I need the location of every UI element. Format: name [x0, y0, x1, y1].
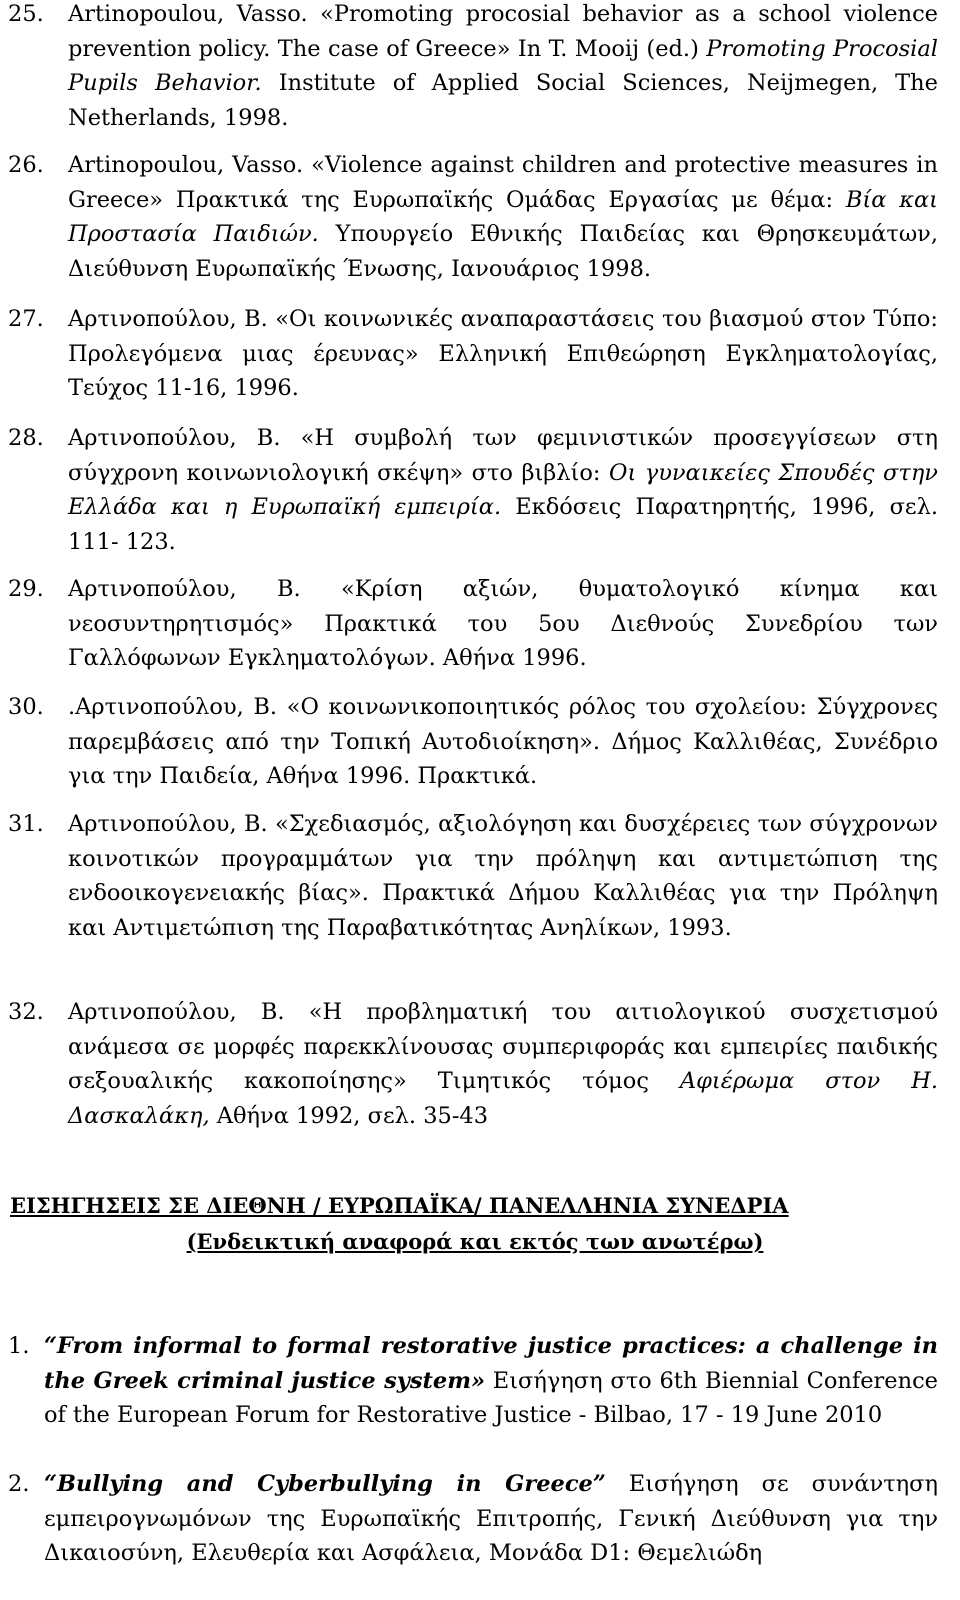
section-subheading: (Ενδεικτική αναφορά και εκτός των ανωτέρω): [186, 1229, 764, 1254]
reference-text: .Αρτινοπούλου, Β. «Ο κοινωνικοποιητικός ρόλος του σχολείου: Σύγχρονες παρεμβάσεις από την Τοπική Αυτοδιοίκηση». Δήμος Καλλιθέας, Συνέδριο για την Παιδεία, Αθήνα 1996. Πρακτικά.: [68, 694, 938, 789]
presentation-1: [8, 1329, 938, 1433]
reference-number: 26.: [8, 152, 44, 178]
reference-text: Artinopoulou, Vasso. «Violence against children and protective measures in Greece» Πρακτικά της Ευρωπαϊκής Ομάδας Εργασίας με θέμα: Βία και Προστασία Παιδιών. Υπουργείο Εθνικής Παιδείας και Θρησκευμάτων, Διεύθυνση Ευρωπαϊκής Ένωσης, Ιανουάριος 1998.: [68, 152, 939, 282]
presentation-text: “Bullying and Cyberbullying in Greece” Εισήγηση σε συνάντηση εμπειρογνωμόνων της Ευρωπαϊκής Επιτροπής, Γενική Διεύθυνση για την Δικαιοσύνη, Ελευθερία και Ασφάλεια, Μονάδα D1: Θεμελιώδη: [44, 1471, 938, 1566]
reference-31: [8, 807, 938, 945]
reference-number: 28.: [8, 425, 44, 451]
presentation-title: “From informal to formal restorative justice practices: a challenge in the Greek criminal justice system»: [44, 1333, 938, 1394]
presentation-text: “From informal to formal restorative justice practices: a challenge in the Greek criminal justice system» Εισήγηση στο 6th Biennial Conference of the European Forum for Restorative Justice - Bilbao, 17 - 19 June 2010: [44, 1333, 938, 1428]
presentation-number: 2.: [8, 1471, 30, 1497]
reference-number: 32.: [8, 999, 44, 1025]
presentation-2: [8, 1467, 938, 1571]
reference-text: Αρτινοπούλου, Β. «Η προβληματική του αιτιολογικού συσχετισμού ανάμεσα σε μορφές παρεκκλίνουσας συμπεριφοράς και εμπειρίες παιδικής σεξουαλικής κακοποίησης» Τιμητικός τόμος Αφιέρωμα στον Η. Δασκαλάκη, Αθήνα 1992, σελ. 35-43: [68, 999, 939, 1129]
reference-29: [8, 572, 938, 676]
reference-number: 29.: [8, 576, 44, 602]
reference-32: [8, 995, 938, 1133]
reference-text: Αρτινοπούλου, Β. «Σχεδιασμός, αξιολόγηση και δυσχέρειες των σύγχρονων κοινοτικών προγραμμάτων για την πρόληψη και αντιμετώπιση της ενδοοικογενειακής βίας». Πρακτικά Δήμου Καλλιθέας για την Πρόληψη και Αντιμετώπιση της Παραβατικότητας Ανηλίκων, 1993.: [68, 811, 938, 941]
reference-30: [8, 690, 938, 794]
reference-number: 30.: [8, 694, 44, 720]
reference-26: [8, 148, 938, 286]
presentation-number: 1.: [8, 1333, 30, 1359]
section-heading: ΕΙΣΗΓΗΣΕΙΣ ΣΕ ΔΙΕΘΝΗ / ΕΥΡΩΠΑΪΚΑ/ ΠΑΝΕΛΛΗΝΙΑ ΣΥΝΕΔΡΙΑ: [10, 1193, 789, 1218]
reference-27: [8, 302, 938, 406]
reference-text: Αρτινοπούλου, Β. «Οι κοινωνικές αναπαραστάσεις του βιασμού στον Τύπο: Προλεγόμενα μιας έρευνας» Ελληνική Επιθεώρηση Εγκληματολογίας, Τεύχος 11-16, 1996.: [68, 306, 938, 401]
reference-text: Αρτινοπούλου, Β. «Κρίση αξιών, θυματολογικό κίνημα και νεοσυντηρητισμός» Πρακτικά του 5ου Διεθνούς Συνεδρίου των Γαλλόφωνων Εγκληματολόγων. Αθήνα 1996.: [68, 576, 938, 671]
presentation-title: “Bullying and Cyberbullying in Greece”: [44, 1471, 606, 1497]
reference-25: [8, 0, 938, 135]
reference-number: 31.: [8, 811, 44, 837]
reference-text: Artinopoulou, Vasso. «Promoting procosial behavior as a school violence prevention policy. The case of Greece» In T. Mooij (ed.) Promoting Procosial Pupils Behavior. Institute of Applied Social Sciences, Neijmegen, The Netherlands, 1998.: [68, 1, 938, 131]
reference-number: 25.: [8, 1, 44, 27]
reference-number: 27.: [8, 306, 44, 332]
reference-text: Αρτινοπούλου, Β. «Η συμβολή των φεμινιστικών προσεγγίσεων στη σύγχρονη κοινωνιολογική σκέψη» στο βιβλίο: Οι γυναικείες Σπουδές στην Ελλάδα και η Ευρωπαϊκή εμπειρία. Εκδόσεις Παρατηρητής, 1996, σελ. 111- 123.: [68, 425, 938, 555]
reference-28: [8, 421, 938, 559]
